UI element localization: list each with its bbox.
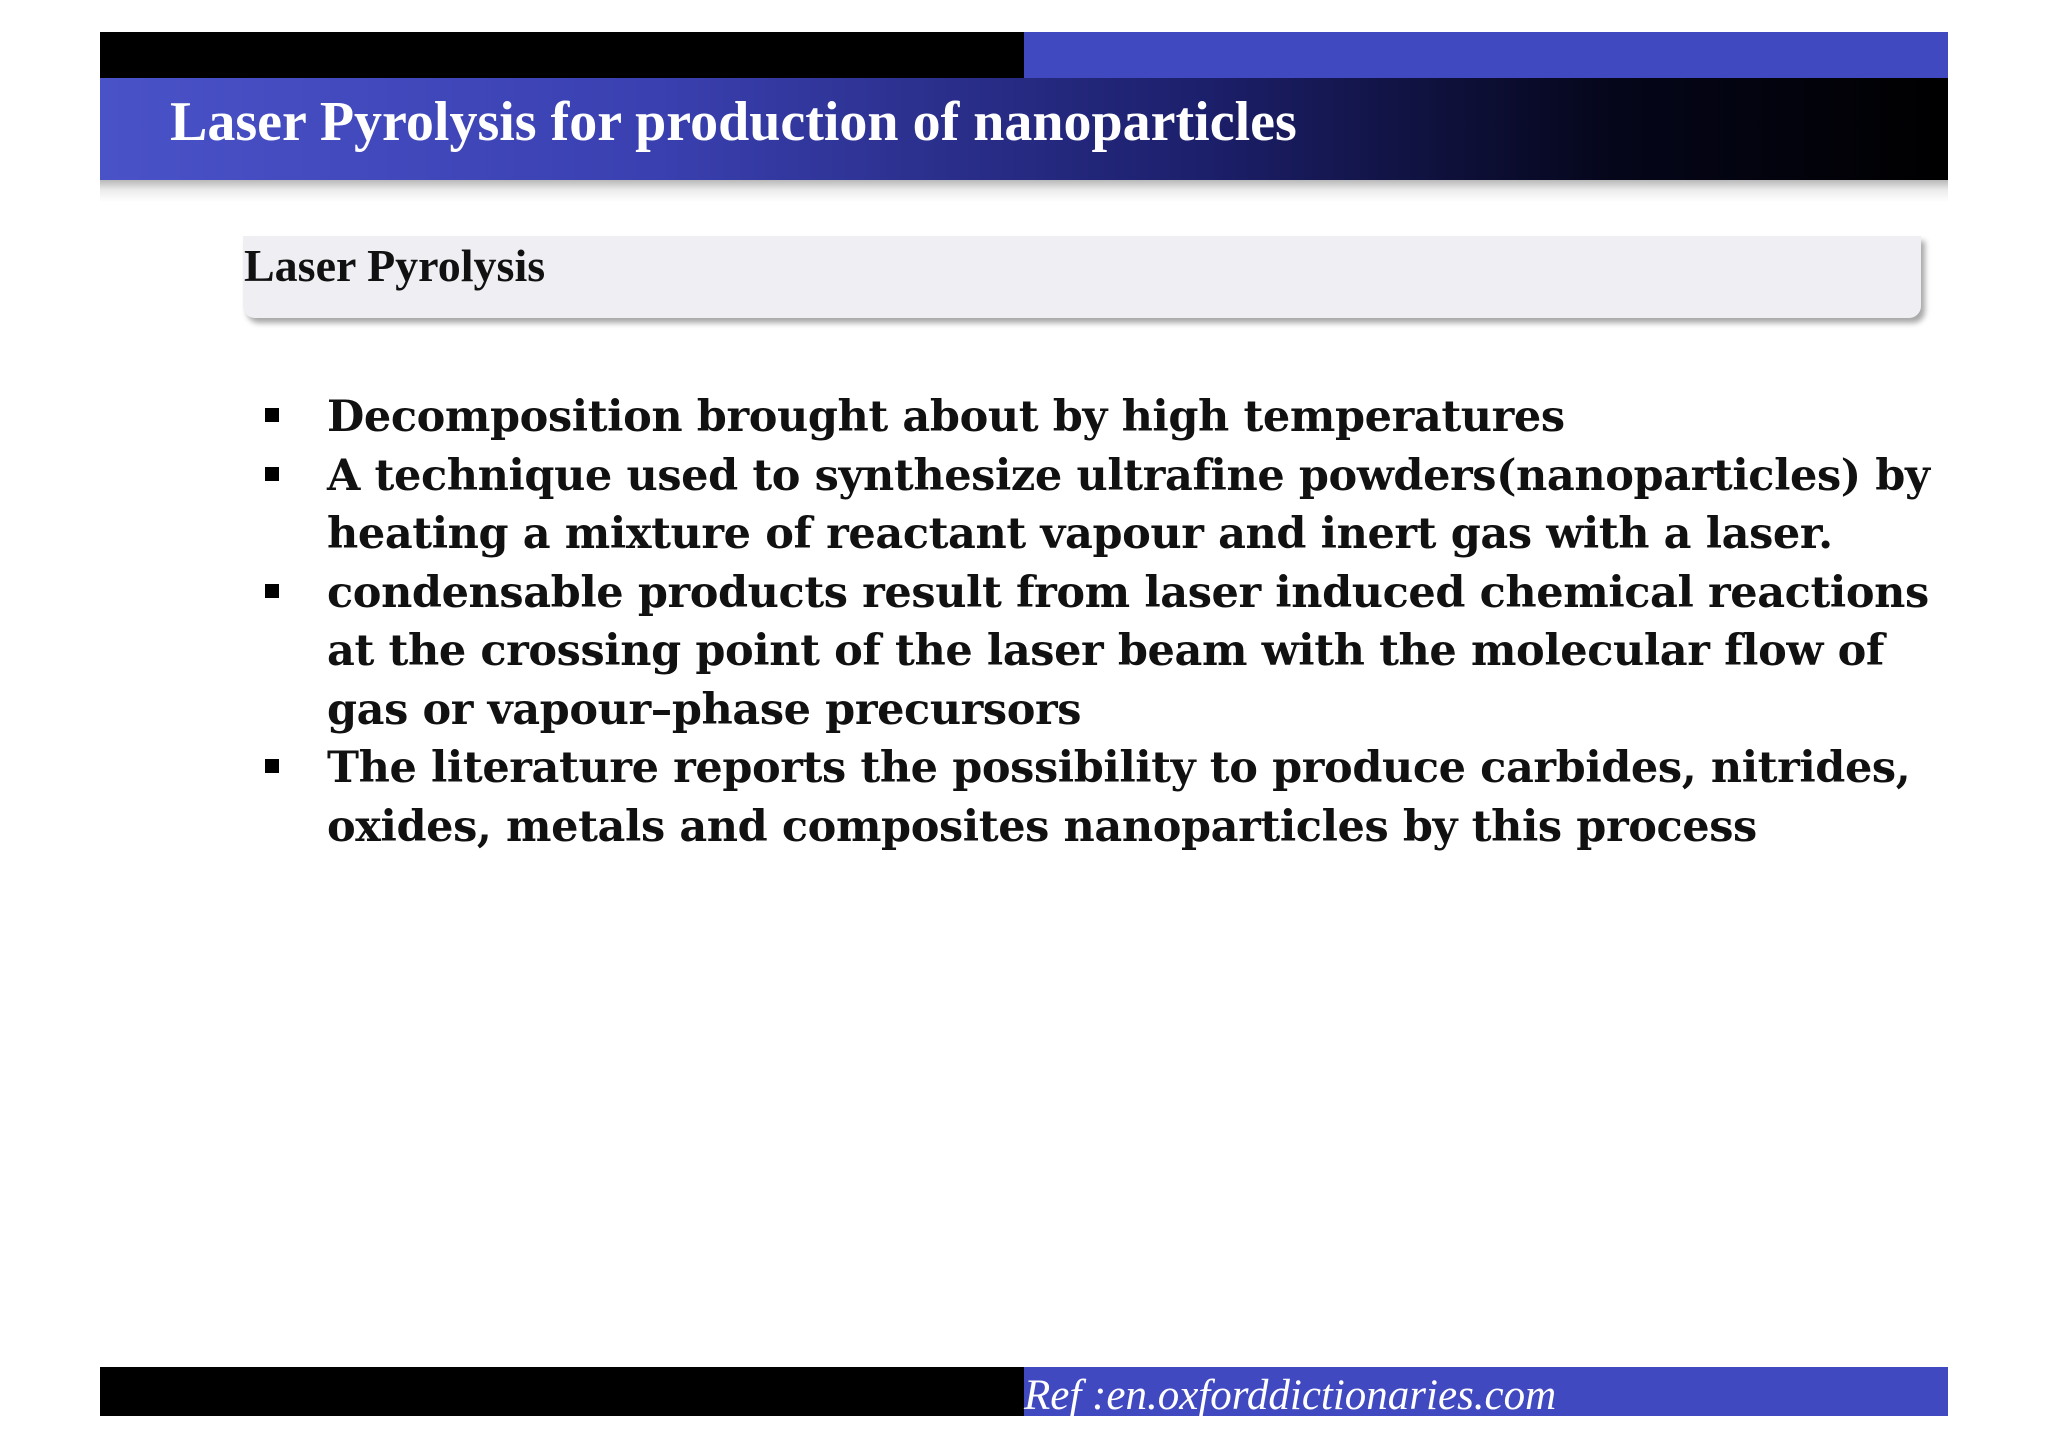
bullet-item xyxy=(262,739,1962,856)
block-title: Laser Pyrolysis xyxy=(244,240,546,291)
header-top-right-strip xyxy=(1024,32,1948,78)
header-shadow xyxy=(100,180,1948,202)
bullet-text: A technique used to synthesize ultrafine powders(nanoparticles) by heating a mixture of reactant vapour and inert gas with a laser. xyxy=(327,450,1930,559)
bullet-text: The literature reports the possibility to produce carbides, nitrides, oxides, metals and composites nanoparticles by this process xyxy=(327,743,1911,852)
bullet-item xyxy=(262,564,1962,740)
bullet-item xyxy=(262,447,1962,564)
bullet-item xyxy=(262,388,1962,447)
bullet-list xyxy=(262,388,1962,856)
square-bullet-icon xyxy=(265,408,279,422)
square-bullet-icon xyxy=(265,584,279,598)
footer-left-strip xyxy=(100,1367,1024,1416)
bullet-text: Decomposition brought about by high temperatures xyxy=(327,392,1565,442)
square-bullet-icon xyxy=(265,467,279,481)
footer-reference: Ref :en.oxforddictionaries.com xyxy=(1024,1372,1557,1419)
slide-title: Laser Pyrolysis for production of nanoparticles xyxy=(170,91,1297,153)
header-top-left-strip xyxy=(100,32,1024,78)
square-bullet-icon xyxy=(265,759,279,773)
bullet-text: condensable products result from laser induced chemical reactions at the crossing point of the laser beam with the molecular flow of gas or vapour–phase precursors xyxy=(327,567,1929,735)
